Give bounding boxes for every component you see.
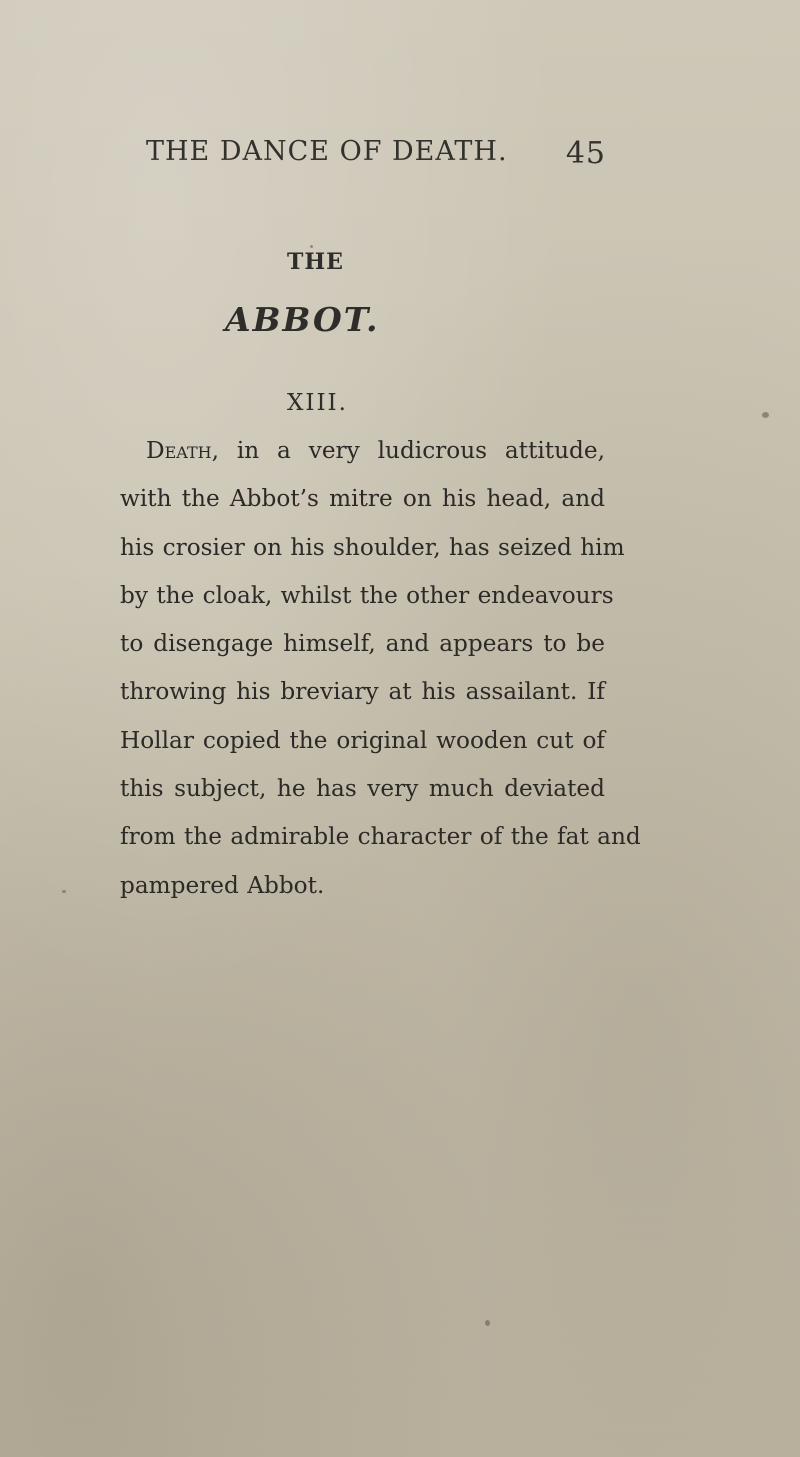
text-line-1-rest: in a very ludicrous attitude, xyxy=(218,437,605,464)
running-title: THE DANCE OF DEATH. xyxy=(146,136,508,167)
running-head xyxy=(146,136,606,176)
text-line-5: to disengage himself, and appears to be xyxy=(120,630,605,658)
paper-speck xyxy=(62,890,66,893)
text-line-9: from the admirable character of the fat and xyxy=(120,823,641,851)
section-heading-the: THE xyxy=(287,249,344,275)
text-line-3: his crosier on his shoulder, has seized him xyxy=(120,533,625,561)
text-line-1 xyxy=(120,427,605,475)
lead-word: Death, xyxy=(146,437,219,464)
text-line-8: this subject, he has very much deviated xyxy=(120,775,605,803)
paper-speck xyxy=(762,412,769,418)
text-line-10: pampered Abbot. xyxy=(120,871,325,899)
paper-speck xyxy=(485,1320,490,1326)
body-paragraph xyxy=(120,427,641,910)
text-line-7: Hollar copied the original wooden cut of xyxy=(120,726,605,754)
paper-speck xyxy=(310,245,313,248)
section-numeral: XIII. xyxy=(287,390,348,416)
section-title: ABBOT. xyxy=(225,300,380,339)
page-number: 45 xyxy=(565,136,606,171)
text-line-2: with the Abbot’s mitre on his head, and xyxy=(120,485,605,513)
text-line-4: by the cloak, whilst the other endeavours xyxy=(120,581,614,609)
text-line-6: throwing his breviary at his assailant. If xyxy=(120,678,605,706)
